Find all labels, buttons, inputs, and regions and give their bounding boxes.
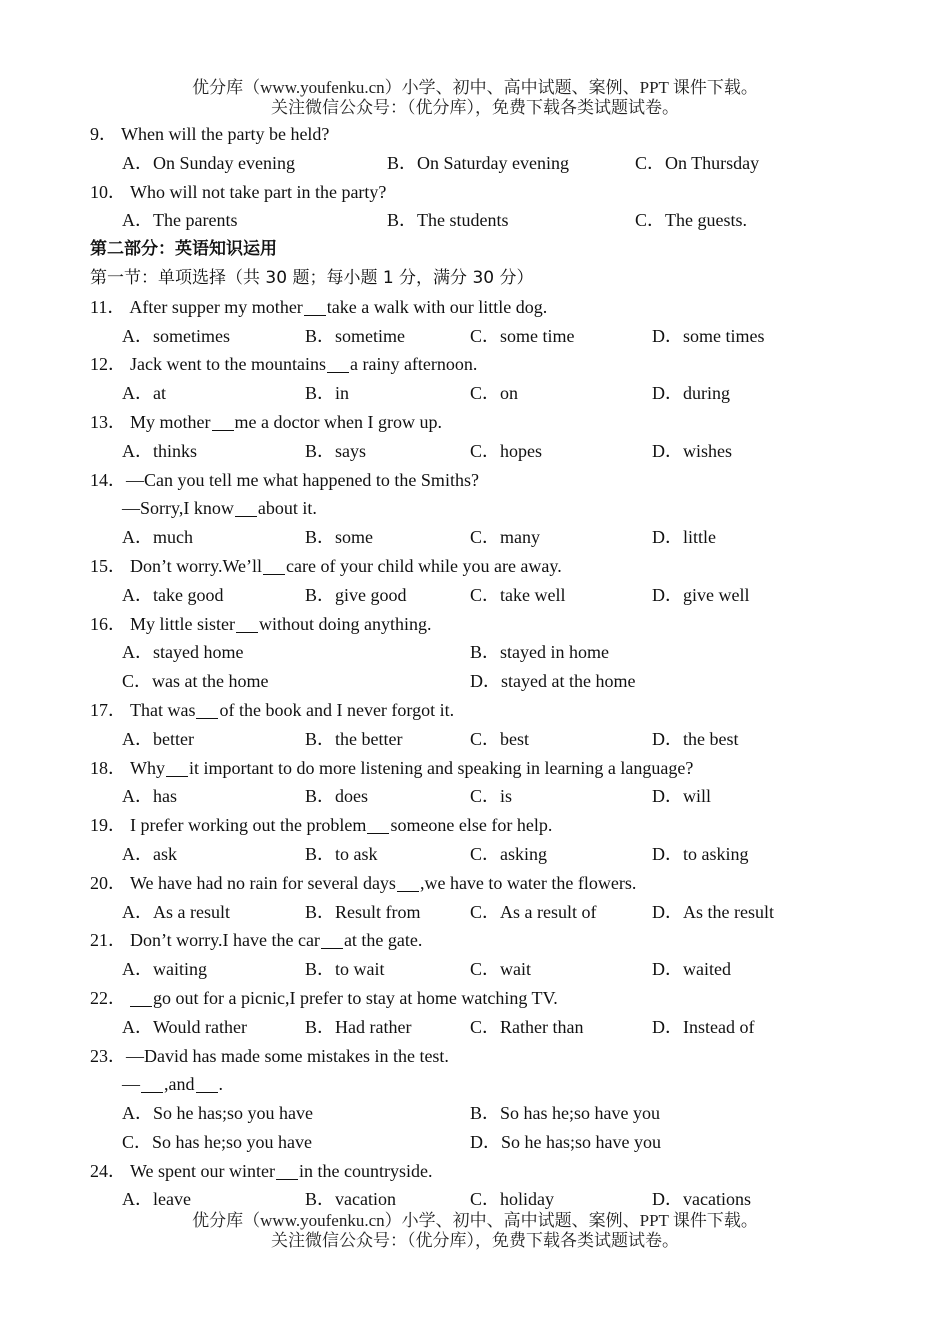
option-b: B．in (305, 383, 350, 404)
option-c: C．On Thursday (635, 152, 760, 173)
option-d: D．to asking (652, 843, 749, 864)
footer-line-1: 优分库（www.youfenku.cn）小学、初中、高中试题、案例、PPT 课件下载。 (192, 1211, 758, 1230)
question-15-options (90, 581, 890, 610)
question-text: My little sister (130, 613, 235, 634)
header-line-1: 优分库（www.youfenku.cn）小学、初中、高中试题、案例、PPT 课件下载。 (192, 78, 758, 97)
question-text-tail: go out for a picnic,I prefer to stay at home watching TV. (153, 987, 558, 1008)
question-20-options (90, 898, 890, 927)
option-b: B．Result from (305, 901, 421, 922)
question-number: 14． (90, 469, 126, 490)
question-20 (90, 869, 890, 898)
answer-blank (236, 614, 258, 633)
question-17 (90, 696, 890, 725)
option-d: D．will (652, 786, 712, 807)
question-text-tail: care of your child while you are away. (286, 555, 562, 576)
page-footer (0, 1211, 950, 1251)
question-23-reply (90, 1070, 890, 1099)
question-text: Don’t worry.I have the car (130, 930, 320, 951)
option-a: A．Would rather (122, 1016, 248, 1037)
question-text-tail: without doing anything. (259, 613, 432, 634)
question-text: We spent our winter (130, 1160, 276, 1181)
question-text-tail: at the gate. (343, 930, 423, 951)
part-title: 第二部分：英语知识运用 (90, 239, 277, 260)
option-a: A．has (122, 786, 177, 807)
option-d: D．some times (652, 325, 765, 346)
reply-dash: — (122, 1074, 140, 1095)
question-number: 12． (90, 354, 126, 375)
option-c: C．was at the home (122, 671, 269, 692)
option-b: B．So has he;so have you (470, 1103, 660, 1124)
section-title: 第一节：单项选择（共 30 题；每小题 1 分，满分 30 分） (90, 267, 534, 288)
option-d: D．the best (652, 728, 739, 749)
option-d: D．during (652, 383, 730, 404)
option-b: B．The students (387, 210, 509, 231)
question-number: 19． (90, 815, 126, 836)
answer-blank (327, 354, 349, 373)
question-13 (90, 408, 890, 437)
question-18-options (90, 782, 890, 811)
question-text: Why (130, 757, 165, 778)
option-c: C．hopes (470, 440, 542, 461)
option-c: C．best (470, 728, 530, 749)
option-c: C．The guests. (635, 210, 747, 231)
question-16-options-row-2 (90, 667, 890, 696)
question-12-options (90, 379, 890, 408)
question-17-options (90, 725, 890, 754)
option-c: C．asking (470, 843, 548, 864)
option-c: C．take well (470, 584, 566, 605)
question-11-options (90, 322, 890, 351)
answer-blank-1 (141, 1074, 163, 1093)
question-text: —Can you tell me what happened to the Smiths? (126, 469, 479, 490)
option-b: B．to ask (305, 843, 378, 864)
option-a: A．at (122, 383, 166, 404)
question-23 (90, 1042, 890, 1071)
option-a: A．ask (122, 843, 177, 864)
reply-end: . (218, 1074, 223, 1095)
option-c: C．holiday (470, 1189, 554, 1210)
question-number: 18． (90, 757, 126, 778)
option-c: C．So has he;so you have (122, 1131, 312, 1152)
question-18 (90, 754, 890, 783)
question-19-options (90, 840, 890, 869)
question-number: 13． (90, 411, 126, 432)
question-text-tail: in the countryside. (299, 1160, 433, 1181)
option-a: A．The parents (122, 210, 238, 231)
question-15 (90, 552, 890, 581)
question-14-reply (90, 494, 890, 523)
question-10 (90, 178, 890, 207)
option-a: A．sometimes (122, 325, 230, 346)
question-23-options-row-2 (90, 1128, 890, 1157)
question-10-options (90, 206, 890, 235)
question-text: Don’t worry.We’ll (130, 555, 263, 576)
question-text: That was (130, 699, 196, 720)
reply-text: —Sorry,I know (122, 498, 234, 519)
question-number: 16． (90, 613, 126, 634)
option-a: A．As a result (122, 901, 230, 922)
question-16-options-row-1 (90, 638, 890, 667)
answer-blank (321, 930, 343, 949)
question-list (90, 120, 890, 1214)
question-text-tail: it important to do more listening and speaking in learning a language? (189, 757, 694, 778)
question-9-options (90, 149, 890, 178)
option-b: B．does (305, 786, 368, 807)
question-number: 24． (90, 1160, 126, 1181)
option-d: D．stayed at the home (470, 671, 636, 692)
question-21 (90, 926, 890, 955)
question-23-options-row-1 (90, 1099, 890, 1128)
option-d: D．wishes (652, 440, 732, 461)
question-22-options (90, 1013, 890, 1042)
question-number: 21． (90, 930, 126, 951)
reply-text-tail: about it. (257, 498, 317, 519)
option-a: A．leave (122, 1189, 191, 1210)
answer-blank (212, 412, 234, 431)
option-b: B．to wait (305, 959, 385, 980)
question-9 (90, 120, 890, 149)
option-d: D．So he has;so have you (470, 1131, 661, 1152)
question-text: When will the party be held? (121, 124, 330, 144)
option-a: A．So he has;so you have (122, 1103, 313, 1124)
option-c: C．on (470, 383, 519, 404)
question-16 (90, 610, 890, 639)
option-c: C．many (470, 527, 540, 548)
question-number: 11． (90, 296, 126, 317)
option-c: C．some time (470, 325, 575, 346)
option-d: D．little (652, 527, 716, 548)
option-d: D．waited (652, 959, 731, 980)
footer-line-2: 关注微信公众号：（优分库），免费下载各类试题试卷。 (271, 1231, 679, 1250)
question-24-options (90, 1185, 890, 1214)
option-b: B．the better (305, 728, 403, 749)
question-number: 15． (90, 555, 126, 576)
option-d: D．Instead of (652, 1016, 755, 1037)
question-text: —David has made some mistakes in the test. (126, 1045, 449, 1066)
option-a: A．better (122, 728, 194, 749)
option-c: C．As a result of (470, 901, 597, 922)
answer-blank (263, 556, 285, 575)
header-line-2: 关注微信公众号：（优分库），免费下载各类试题试卷。 (271, 98, 679, 117)
question-text: We have had no rain for several days (130, 872, 396, 893)
question-19 (90, 811, 890, 840)
option-b: B．stayed in home (470, 642, 609, 663)
question-24 (90, 1157, 890, 1186)
question-21-options (90, 955, 890, 984)
answer-blank (367, 815, 389, 834)
answer-blank (130, 988, 152, 1007)
option-b: B．some (305, 527, 374, 548)
option-b: B．vacation (305, 1189, 396, 1210)
question-14-options (90, 523, 890, 552)
option-d: D．As the result (652, 901, 774, 922)
answer-blank (235, 498, 257, 517)
question-text-tail: take a walk with our little dog. (326, 296, 548, 317)
answer-blank (196, 700, 218, 719)
question-text-tail: ,we have to water the flowers. (419, 872, 637, 893)
question-text-tail: of the book and I never forgot it. (219, 699, 455, 720)
option-c: C．wait (470, 959, 531, 980)
question-text: After supper my mother (129, 296, 303, 317)
question-14 (90, 466, 890, 495)
question-text: Jack went to the mountains (130, 354, 326, 375)
option-c: C．Rather than (470, 1016, 584, 1037)
question-text: I prefer working out the problem (130, 815, 367, 836)
option-a: A．waiting (122, 959, 207, 980)
question-22 (90, 984, 890, 1013)
reply-text: ,and (164, 1074, 195, 1095)
question-text: Who will not take part in the party? (130, 181, 387, 202)
question-number: 17． (90, 699, 126, 720)
question-12 (90, 350, 890, 379)
question-text-tail: a rainy afternoon. (349, 354, 478, 375)
question-11 (90, 293, 890, 322)
option-c: C．is (470, 786, 513, 807)
option-a: A．On Sunday evening (122, 152, 295, 173)
option-a: A．thinks (122, 440, 198, 461)
option-b: B．Had rather (305, 1016, 412, 1037)
option-b: B．give good (305, 584, 407, 605)
option-b: B．sometime (305, 325, 405, 346)
question-text: My mother (130, 411, 211, 432)
answer-blank (276, 1161, 298, 1180)
question-number: 23． (90, 1045, 126, 1066)
question-number: 22． (90, 987, 126, 1008)
option-a: A．much (122, 527, 193, 548)
option-b: B．On Saturday evening (387, 152, 569, 173)
answer-blank (397, 873, 419, 892)
option-a: A．stayed home (122, 642, 244, 663)
question-number: 20． (90, 872, 126, 893)
page-header (0, 78, 950, 118)
option-a: A．take good (122, 584, 224, 605)
option-d: D．give well (652, 584, 750, 605)
question-text-tail: me a doctor when I grow up. (234, 411, 442, 432)
question-number: 9． (90, 124, 117, 144)
question-number: 10． (90, 181, 126, 202)
answer-blank (304, 297, 326, 316)
answer-blank-2 (196, 1074, 218, 1093)
option-d: D．vacations (652, 1189, 751, 1210)
question-13-options (90, 437, 890, 466)
answer-blank (166, 758, 188, 777)
option-b: B．says (305, 440, 367, 461)
question-text-tail: someone else for help. (390, 815, 553, 836)
